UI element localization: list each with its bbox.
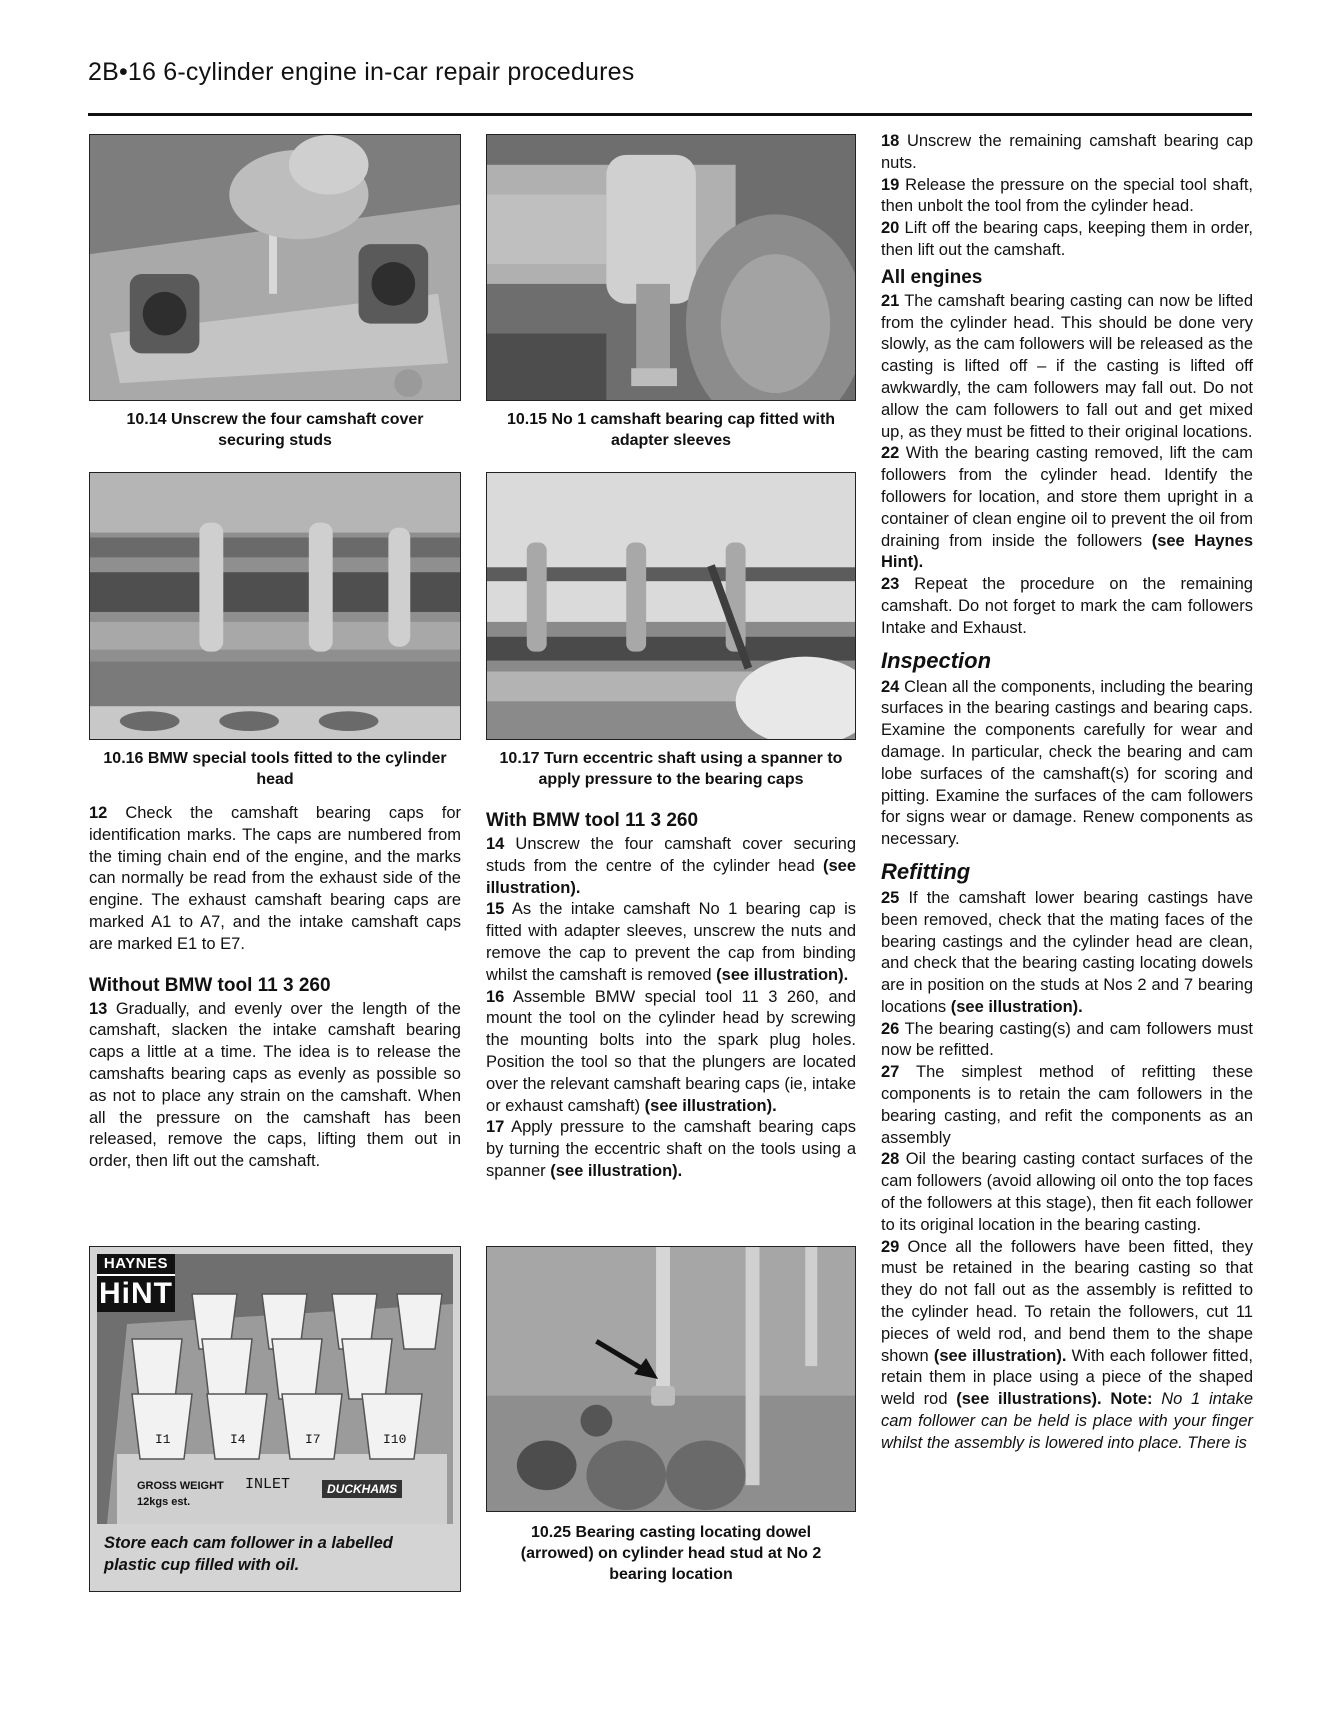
hint-text: Store each cam follower in a labelled plastic cup filled with oil. [104,1534,393,1574]
paragraph-18: 18 Unscrew the remaining camshaft bearing cap nuts. [881,132,1253,172]
page-header: 2B•16 6-cylinder engine in-car repair procedures [88,58,635,86]
caption-10-14: 10.14 Unscrew the four camshaft cover securing studs [126,411,424,449]
paragraph-16: 16 Assemble BMW special tool 11 3 260, and mount the tool on the cylinder head by screwing the mounting bolts into the spark plug holes. Position the tool so that the plungers are located over the relevant camshaft bearing caps (ie, intake or exhaust camshaft) (see illustration). [486,987,856,1115]
photo-10-15 [486,134,856,401]
text-column-3 [881,131,1253,1455]
paragraph-14: 14 Unscrew the four camshaft cover securing studs from the centre of the cylinder head (see illustration). [486,835,856,897]
paragraph-29: 29 Once all the followers have been fitted, they must be retained in the bearing casting so that they do not fall out as the assembly is refitted to the cylinder head. To retain the followers, cut 11 pieces of weld rod, and bend them to the shape shown (see illustration). With each follower fitted, retain them in place using a piece of the shaped weld rod (see illustrations). Note: No 1 intake cam follower can be held is place with your finger whilst the assembly is lowered into place. There is [881,1237,1253,1452]
cup-label-i4: I4 [230,1432,246,1447]
paragraph-20: 20 Lift off the bearing caps, keeping them in order, then lift out the camshaft. [881,219,1253,259]
heading-all-engines: All engines [881,266,983,288]
text-column-1 [89,803,461,1173]
caption-10-17: 10.17 Turn eccentric shaft using a spanner to apply pressure to the bearing caps [499,750,843,788]
box-brand-duckhams: DUCKHAMS [322,1480,402,1498]
paragraph-17: 17 Apply pressure to the camshaft bearing caps by turning the eccentric shaft on the tools using a spanner (see illustration). [486,1118,856,1180]
paragraph-26: 26 The bearing casting(s) and cam followers must now be refitted. [881,1019,1253,1060]
text-column-2 [486,807,856,1183]
photo-10-25 [486,1246,856,1512]
haynes-hint-badge: HAYNES HiNT [99,1255,173,1310]
box-text-inlet: INLET [245,1476,291,1493]
header-rule [88,113,1252,116]
heading-refitting: Refitting [881,858,971,884]
cup-label-i10: I10 [383,1432,407,1447]
paragraph-22: 22 With the bearing casting removed, lift the cam followers from the cylinder head. Identify the followers for location, and store them upright in a container of clean engine oil to prevent the oil from draining from inside the followers (see Haynes Hint). [881,444,1253,572]
cup-label-i7: I7 [305,1432,321,1447]
photo-10-14 [89,134,461,401]
paragraph-28: 28 Oil the bearing casting contact surfaces of the cam followers (avoid allowing oil onto the top faces of the followers at this stage), then fit each follower to its original location in the bearing casting. [881,1150,1253,1234]
photo-10-16 [89,472,461,740]
box-text-gross-weight: GROSS WEIGHT [137,1480,224,1492]
paragraph-23: 23 Repeat the procedure on the remaining camshaft. Do not forget to mark the cam followers Intake and Exhaust. [881,575,1253,637]
paragraph-13: 13 Gradually, and evenly over the length of the camshaft, slacken the intake camshaft bearing caps a little at a time. The idea is to release the camshafts bearing caps as evenly as possible so as not to place any strain on the camshaft. When all the pressure on the camshaft has been released, remove the caps, lifting them out in order, then lift out the camshaft. [89,999,461,1171]
paragraph-21: 21 The camshaft bearing casting can now be lifted from the cylinder head. This should be done very slowly, as the cam followers will be released as the casting is lifted off – if the casting is lifted off awkwardly, the cam followers may fall out. Do not allow the cam followers to fall out and get mixed up, as they must be fitted to their original locations. [881,291,1253,441]
caption-10-15: 10.15 No 1 camshaft bearing cap fitted with adapter sleeves [506,411,836,449]
haynes-hint-box [89,1246,461,1592]
paragraph-15: 15 As the intake camshaft No 1 bearing cap is fitted with adapter sleeves, unscrew the nuts and remove the cap to prevent the cap from binding whilst the camshaft is removed (see illustration). [486,900,856,984]
caption-10-16: 10.16 BMW special tools fitted to the cylinder head [103,750,447,788]
heading-inspection: Inspection [881,647,992,673]
paragraph-12: 12 Check the camshaft bearing caps for identification marks. The caps are numbered from the timing chain end of the engine, and the marks can normally be read from the exhaust side of the engine. The exhaust camshaft bearing caps are marked A1 to A7, and the intake camshaft caps are marked E1 to E7. [89,804,461,953]
paragraph-27: 27 The simplest method of refitting these components is to retain the cam followers in the bearing casting, and refit the components as an assembly [881,1063,1253,1147]
heading-without-tool: Without BMW tool 11 3 260 [89,974,331,996]
heading-with-tool: With BMW tool 11 3 260 [486,810,699,831]
photo-10-17 [486,472,856,740]
paragraph-25: 25 If the camshaft lower bearing castings have been removed, check that the mating faces of the bearing castings and the cylinder head are clean, and check that the bearing casting locating dowels are in position on the studs at Nos 2 and 7 bearing locations (see illustration). [881,888,1253,1016]
caption-10-25: 10.25 Bearing casting locating dowel (arrowed) on cylinder head stud at No 2 bearing location [520,1524,822,1583]
paragraph-19: 19 Release the pressure on the special tool shaft, then unbolt the tool from the cylinder head. [881,175,1253,216]
paragraph-24: 24 Clean all the components, including the bearing surfaces in the bearing castings and bearing caps. Examine the components carefully for wear and damage. In particular, check the bearing and cam lobe surfaces of the camshaft(s) for scoring and pitting. Examine the surfaces of the cam followers for signs wear or damage. Renew components as necessary. [881,677,1253,849]
cup-label-i1: I1 [155,1432,171,1447]
box-text-weight: 12kgs est. [137,1496,191,1508]
